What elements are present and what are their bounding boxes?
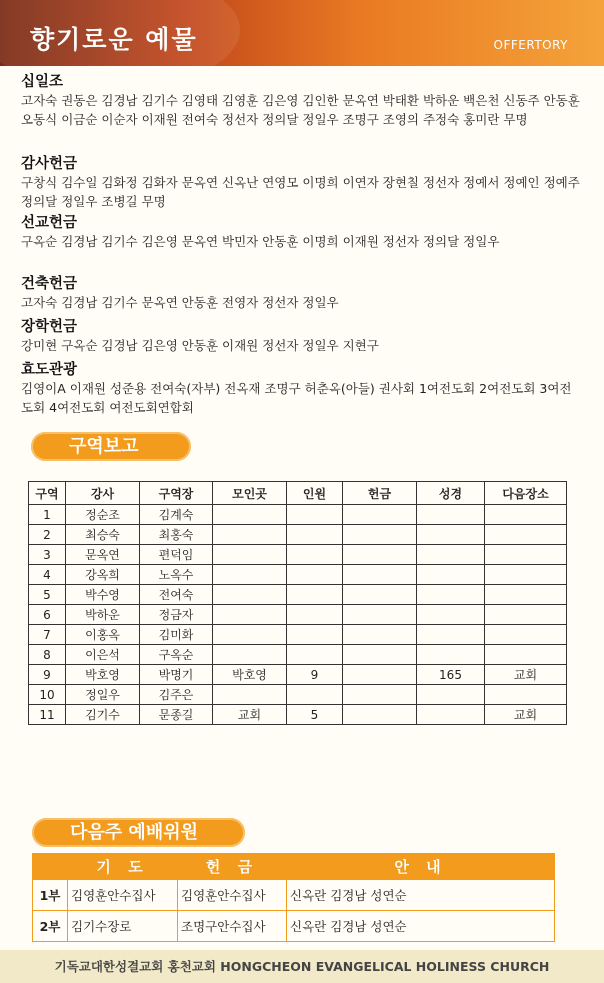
district-report-title: 구역보고 bbox=[31, 432, 191, 461]
table-cell: 교회 bbox=[485, 705, 567, 725]
table-cell bbox=[417, 505, 485, 525]
table-row bbox=[29, 625, 567, 645]
table-cell bbox=[417, 605, 485, 625]
col-header: 성경 bbox=[417, 482, 485, 505]
table-cell: 정순조 bbox=[66, 505, 140, 525]
table-cell bbox=[287, 605, 343, 625]
table-cell bbox=[287, 585, 343, 605]
table-header-row bbox=[33, 854, 555, 880]
table-cell: 교회 bbox=[213, 705, 287, 725]
table-cell bbox=[485, 605, 567, 625]
offering-names: 김영이A 이재원 성준용 전여숙(자부) 전옥재 조명구 허춘옥(아들) 권사회 1여전도회 2여전도회 3여전도회 4여전도회 여전도회연합회 bbox=[21, 381, 572, 415]
offering-names: 구옥순 김경남 김기수 김은영 문옥연 박민자 안동훈 이명희 이재원 정선자 정의달 정일우 bbox=[21, 234, 500, 249]
col-header: 구역장 bbox=[140, 482, 213, 505]
offering-building bbox=[21, 274, 581, 313]
table-body bbox=[33, 880, 555, 942]
table-cell: 최승숙 bbox=[66, 525, 140, 545]
table-cell bbox=[213, 525, 287, 545]
col-header: 헌금 bbox=[343, 482, 417, 505]
table-cell: 강옥희 bbox=[66, 565, 140, 585]
table-cell: 5 bbox=[287, 705, 343, 725]
table-cell: 최홍숙 bbox=[140, 525, 213, 545]
table-cell bbox=[485, 545, 567, 565]
table-cell: 교회 bbox=[485, 665, 567, 685]
table-cell: 정금자 bbox=[140, 605, 213, 625]
table-cell bbox=[213, 565, 287, 585]
table-cell: 박수영 bbox=[66, 585, 140, 605]
offering-title: 십일조 bbox=[21, 74, 64, 90]
table-cell bbox=[485, 525, 567, 545]
service-part: 1부 bbox=[33, 880, 68, 911]
table-cell: 김기수 bbox=[66, 705, 140, 725]
table-cell: 4 bbox=[29, 565, 66, 585]
table-cell bbox=[213, 645, 287, 665]
table-cell: 9 bbox=[29, 665, 66, 685]
table-cell bbox=[287, 505, 343, 525]
table-cell: 신옥란 김경남 성연순 bbox=[287, 880, 555, 911]
col-header: 모인곳 bbox=[213, 482, 287, 505]
table-cell: 이홍옥 bbox=[66, 625, 140, 645]
table-cell: 5 bbox=[29, 585, 66, 605]
table-cell bbox=[213, 685, 287, 705]
district-report-table bbox=[28, 481, 567, 725]
table-cell: 3 bbox=[29, 545, 66, 565]
table-body bbox=[29, 505, 567, 725]
col-header: 안 내 bbox=[287, 854, 555, 880]
col-header: 구역 bbox=[29, 482, 66, 505]
table-cell: 165 bbox=[417, 665, 485, 685]
table-row bbox=[29, 685, 567, 705]
table-cell bbox=[343, 605, 417, 625]
table-cell: 김기수장로 bbox=[68, 911, 178, 942]
table-row bbox=[29, 705, 567, 725]
table-row bbox=[29, 525, 567, 545]
table-cell bbox=[343, 505, 417, 525]
table-cell: 6 bbox=[29, 605, 66, 625]
table-cell bbox=[417, 625, 485, 645]
col-header: 강사 bbox=[66, 482, 140, 505]
offering-title: 건축헌금 bbox=[21, 276, 78, 292]
table-cell: 문종길 bbox=[140, 705, 213, 725]
table-cell bbox=[485, 625, 567, 645]
table-row bbox=[29, 565, 567, 585]
table-cell bbox=[485, 685, 567, 705]
table-cell: 조명구안수집사 bbox=[178, 911, 287, 942]
col-header: 헌 금 bbox=[178, 854, 287, 880]
table-row bbox=[33, 880, 555, 911]
offering-title: 선교헌금 bbox=[21, 215, 78, 231]
table-cell: 김주은 bbox=[140, 685, 213, 705]
offering-thanks bbox=[21, 154, 581, 211]
table-cell: 1 bbox=[29, 505, 66, 525]
table-cell bbox=[417, 645, 485, 665]
table-row bbox=[29, 605, 567, 625]
table-cell bbox=[287, 685, 343, 705]
table-cell bbox=[485, 565, 567, 585]
table-cell bbox=[343, 565, 417, 585]
church-footer: 기독교대한성결교회 홍천교회 HONGCHEON EVANGELICAL HOLINESS CHURCH bbox=[0, 950, 604, 983]
table-cell bbox=[343, 625, 417, 645]
table-cell bbox=[343, 685, 417, 705]
offering-tithe bbox=[21, 72, 581, 129]
page-header bbox=[0, 0, 604, 66]
table-cell: 박명기 bbox=[140, 665, 213, 685]
table-cell bbox=[213, 545, 287, 565]
table-cell bbox=[417, 545, 485, 565]
offering-names: 고자숙 권동은 김경남 김기수 김영태 김영훈 김은영 김인한 문옥연 박태환 박하운 백은천 신동주 안동훈 오동식 이금순 이순자 이재원 전여숙 정선자 정의달 정일우 조명구 조영의 주정숙 홍미란 무명 bbox=[21, 93, 580, 127]
next-week-title: 다음주 예배위원 bbox=[32, 818, 245, 847]
table-cell bbox=[417, 565, 485, 585]
page-title: 향기로운 예물 bbox=[30, 25, 198, 54]
table-cell: 이은석 bbox=[66, 645, 140, 665]
col-header: 다음장소 bbox=[485, 482, 567, 505]
table-cell bbox=[417, 705, 485, 725]
table-cell bbox=[213, 505, 287, 525]
table-cell: 노옥수 bbox=[140, 565, 213, 585]
table-row bbox=[29, 665, 567, 685]
table-cell bbox=[343, 665, 417, 685]
table-cell: 11 bbox=[29, 705, 66, 725]
table-cell: 김영훈안수집사 bbox=[68, 880, 178, 911]
table-cell bbox=[343, 525, 417, 545]
table-cell bbox=[213, 585, 287, 605]
table-cell: 신옥란 김경남 성연순 bbox=[287, 911, 555, 942]
offering-filial-tour bbox=[21, 360, 581, 417]
table-cell bbox=[213, 625, 287, 645]
table-cell bbox=[485, 505, 567, 525]
table-cell: 구옥순 bbox=[140, 645, 213, 665]
offering-title: 효도관광 bbox=[21, 362, 78, 378]
table-cell: 김영훈안수집사 bbox=[178, 880, 287, 911]
table-header-row bbox=[29, 482, 567, 505]
table-cell bbox=[213, 605, 287, 625]
table-cell bbox=[287, 545, 343, 565]
table-cell bbox=[343, 645, 417, 665]
table-cell: 박호영 bbox=[66, 665, 140, 685]
offering-title: 감사헌금 bbox=[21, 156, 78, 172]
table-cell: 편덕임 bbox=[140, 545, 213, 565]
table-cell: 9 bbox=[287, 665, 343, 685]
table-cell: 문옥연 bbox=[66, 545, 140, 565]
offering-names: 강미현 구옥순 김경남 김은영 안동훈 이재원 정선자 정일우 지현구 bbox=[21, 338, 379, 353]
table-cell bbox=[485, 585, 567, 605]
offering-mission bbox=[21, 213, 581, 252]
offering-names: 구창식 김수일 김화정 김화자 문옥연 신옥난 연영모 이명희 이연자 장현칠 정선자 정예서 정예인 정예주 정의달 정일우 조병길 무명 bbox=[21, 175, 580, 209]
col-header bbox=[33, 854, 68, 880]
table-cell: 전여숙 bbox=[140, 585, 213, 605]
table-cell bbox=[343, 545, 417, 565]
table-cell bbox=[287, 525, 343, 545]
table-cell bbox=[417, 525, 485, 545]
table-cell: 박하운 bbox=[66, 605, 140, 625]
offering-names: 고자숙 김경남 김기수 문옥연 안동훈 전영자 정선자 정일우 bbox=[21, 295, 339, 310]
table-row bbox=[33, 911, 555, 942]
table-cell: 7 bbox=[29, 625, 66, 645]
table-cell: 2 bbox=[29, 525, 66, 545]
table-cell bbox=[287, 645, 343, 665]
table-row bbox=[29, 505, 567, 525]
table-row bbox=[29, 645, 567, 665]
next-week-table bbox=[32, 853, 555, 942]
table-cell: 10 bbox=[29, 685, 66, 705]
table-cell: 정일우 bbox=[66, 685, 140, 705]
table-cell bbox=[287, 625, 343, 645]
offering-scholarship bbox=[21, 317, 581, 356]
table-cell bbox=[417, 685, 485, 705]
table-row bbox=[29, 545, 567, 565]
offering-title: 장학헌금 bbox=[21, 319, 78, 335]
table-cell: 김미화 bbox=[140, 625, 213, 645]
col-header: 기 도 bbox=[68, 854, 178, 880]
table-cell: 박호영 bbox=[213, 665, 287, 685]
service-part: 2부 bbox=[33, 911, 68, 942]
table-cell: 김계숙 bbox=[140, 505, 213, 525]
col-header: 인원 bbox=[287, 482, 343, 505]
table-cell bbox=[343, 705, 417, 725]
page-subtitle: OFFERTORY bbox=[493, 38, 568, 52]
table-cell bbox=[485, 645, 567, 665]
table-row bbox=[29, 585, 567, 605]
table-cell bbox=[343, 585, 417, 605]
table-cell bbox=[417, 585, 485, 605]
table-cell: 8 bbox=[29, 645, 66, 665]
table-cell bbox=[287, 565, 343, 585]
